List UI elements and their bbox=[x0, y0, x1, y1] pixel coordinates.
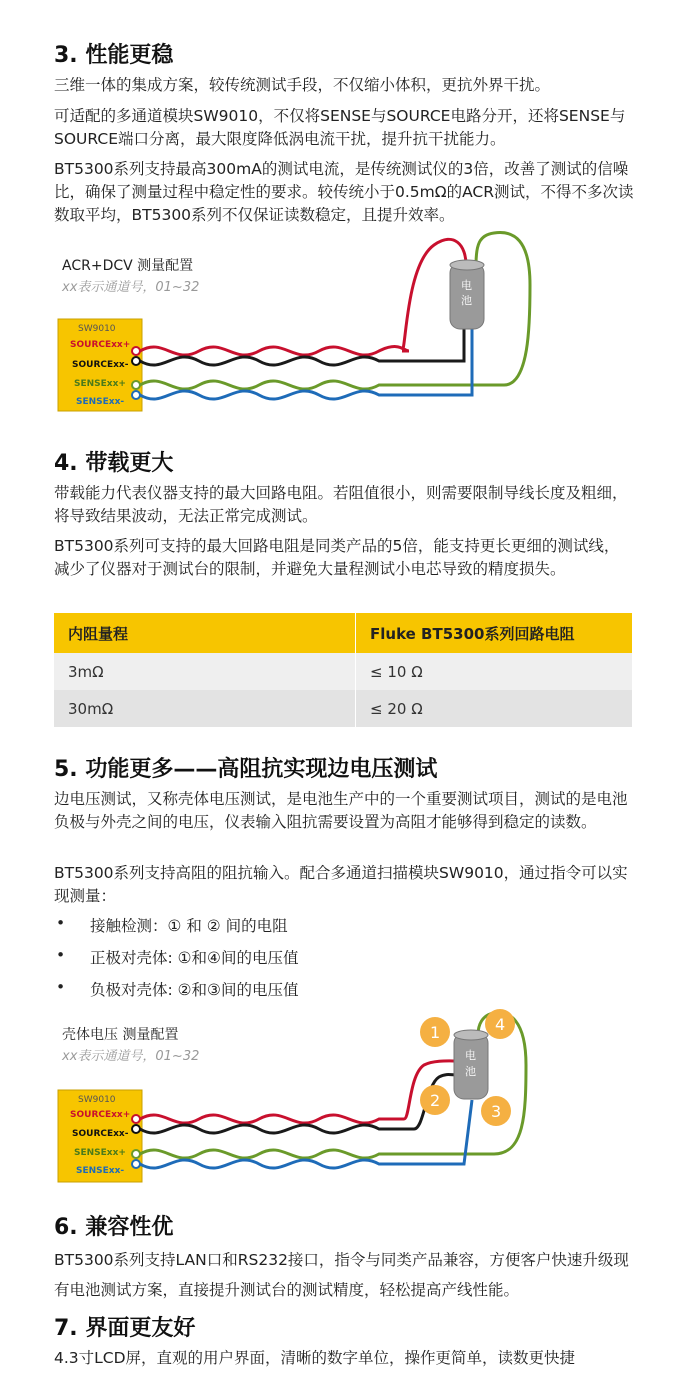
port-source-minus: SOURCExx- bbox=[72, 360, 129, 370]
table-header-resistance: Fluke BT5300系列回路电阻 bbox=[356, 613, 633, 653]
port-source-plus: SOURCExx+ bbox=[70, 1110, 131, 1120]
diagram-1-title: ACR+DCV 测量配置 bbox=[62, 258, 194, 274]
marker-2-label: 2 bbox=[430, 1091, 441, 1110]
acr-dcv-wiring-diagram bbox=[54, 225, 544, 420]
section-3-title: 3. 性能更稳 bbox=[54, 43, 174, 68]
module-label: SW9010 bbox=[78, 1095, 116, 1105]
terminal-sense-minus bbox=[132, 391, 140, 399]
section-5-title: 5. 功能更多——高阻抗实现边电压测试 bbox=[54, 757, 438, 782]
terminal-sense-plus bbox=[132, 1150, 140, 1158]
port-source-minus: SOURCExx- bbox=[72, 1129, 129, 1139]
list-item-text: 接触检测：① 和 ② 间的电阻 bbox=[90, 917, 288, 935]
module-label: SW9010 bbox=[78, 324, 116, 334]
battery-top bbox=[450, 260, 484, 270]
port-source-plus: SOURCExx+ bbox=[70, 340, 131, 350]
port-sense-minus: SENSExx- bbox=[76, 397, 125, 407]
section-4-title: 4. 带载更大 bbox=[54, 451, 174, 476]
diagram-1-subtitle: xx表示通道号，01~32 bbox=[62, 280, 200, 295]
section-4-paragraph-2: BT5300系列可支持的最大回路电阻是同类产品的5倍，能支持更长更细的测试线，减少了仪器对于测试台的限制，并避免大量程测试小电芯导致的精度损失。 bbox=[54, 537, 620, 578]
marker-1-label: 1 bbox=[430, 1023, 441, 1042]
battery-label-2: 池 bbox=[465, 1065, 476, 1078]
battery-label-1: 电 bbox=[465, 1049, 476, 1062]
list-item-text: 负极对壳体: ②和③间的电压值 bbox=[90, 981, 299, 999]
terminal-source-plus bbox=[132, 1115, 140, 1123]
section-5-paragraph-2: BT5300系列支持高阻的阻抗输入。配合多通道扫描模块SW9010，通过指令可以实现测量： bbox=[54, 864, 628, 905]
section-4-paragraph-1: 带载能力代表仪器支持的最大回路电阻。若阻值很小，则需要限制导线长度及粗细，将导致结果波动，无法正常完成测试。 bbox=[54, 484, 628, 525]
battery-label-2: 池 bbox=[461, 294, 472, 307]
list-item-text: 正极对壳体: ①和④间的电压值 bbox=[90, 949, 299, 967]
section-3-paragraph-2: 可适配的多通道模块SW9010，不仅将SENSE与SOURCE电路分开，还将SENSE与SOURCE端口分离，最大限度降低涡电流干扰，提升抗干扰能力。 bbox=[54, 107, 626, 148]
table-row bbox=[54, 653, 632, 690]
marker-3-label: 3 bbox=[491, 1102, 502, 1121]
table-header-row bbox=[54, 613, 632, 653]
table-cell: 30mΩ bbox=[54, 690, 356, 727]
section-7-title: 7. 界面更友好 bbox=[54, 1316, 196, 1341]
terminal-source-minus bbox=[132, 357, 140, 365]
source-minus-wire bbox=[140, 329, 464, 365]
marker-4-label: 4 bbox=[495, 1015, 506, 1034]
section-7-paragraph-1: 4.3寸LCD屏，直观的用户界面，清晰的数字单位，操作更简单，读数更快捷 bbox=[54, 1349, 576, 1367]
battery-top bbox=[454, 1030, 488, 1040]
source-plus-wire bbox=[140, 1061, 456, 1123]
port-sense-plus: SENSExx+ bbox=[74, 379, 126, 389]
terminal-sense-minus bbox=[132, 1160, 140, 1168]
battery-label-1: 电 bbox=[461, 279, 472, 292]
terminal-source-plus bbox=[132, 347, 140, 355]
loop-resistance-table bbox=[54, 613, 632, 727]
table-cell: ≤ 20 Ω bbox=[356, 690, 633, 727]
section-3-paragraph-3: BT5300系列支持最高300mA的测试电流，是传统测试仪的3倍，改善了测试的信噪比，确保了测量过程中稳定性的要求。较传统小于0.5mΩ的ACR测试，不得不多次读数取平均，BT5300系列不仅保证读数稳定，且提升效率。 bbox=[54, 160, 634, 224]
port-sense-minus: SENSExx- bbox=[76, 1166, 125, 1176]
section-5-paragraph-1: 边电压测试，又称壳体电压测试，是电池生产中的一个重要测试项目，测试的是电池负极与外壳之间的电压，仪表输入阻抗需要设置为高阻才能够得到稳定的读数。 bbox=[54, 790, 628, 831]
section-3-paragraph-1: 三维一体的集成方案，较传统测试手段，不仅缩小体积，更抗外界干扰。 bbox=[54, 76, 551, 94]
section-6-title: 6. 兼容性优 bbox=[54, 1215, 174, 1240]
table-row bbox=[54, 690, 632, 727]
bullet-icon: • bbox=[56, 978, 66, 996]
table-cell: ≤ 10 Ω bbox=[356, 653, 633, 690]
table-cell: 3mΩ bbox=[54, 653, 356, 690]
diagram-2-title: 壳体电压 测量配置 bbox=[62, 1027, 179, 1043]
diagram-2-subtitle: xx表示通道号，01~32 bbox=[62, 1049, 200, 1064]
port-sense-plus: SENSExx+ bbox=[74, 1148, 126, 1158]
section-6-paragraph-1: BT5300系列支持LAN口和RS232接口，指令与同类产品兼容，方便客户快速升级现有电池测试方案，直接提升测试台的测试精度，轻松提高产线性能。 bbox=[54, 1251, 629, 1299]
case-voltage-wiring-diagram bbox=[54, 1005, 544, 1190]
bullet-icon: • bbox=[56, 946, 66, 964]
source-plus-wire bbox=[140, 239, 466, 355]
terminal-source-minus bbox=[132, 1125, 140, 1133]
table-header-range: 内阻量程 bbox=[54, 613, 356, 653]
terminal-sense-plus bbox=[132, 381, 140, 389]
bullet-icon: • bbox=[56, 914, 66, 932]
